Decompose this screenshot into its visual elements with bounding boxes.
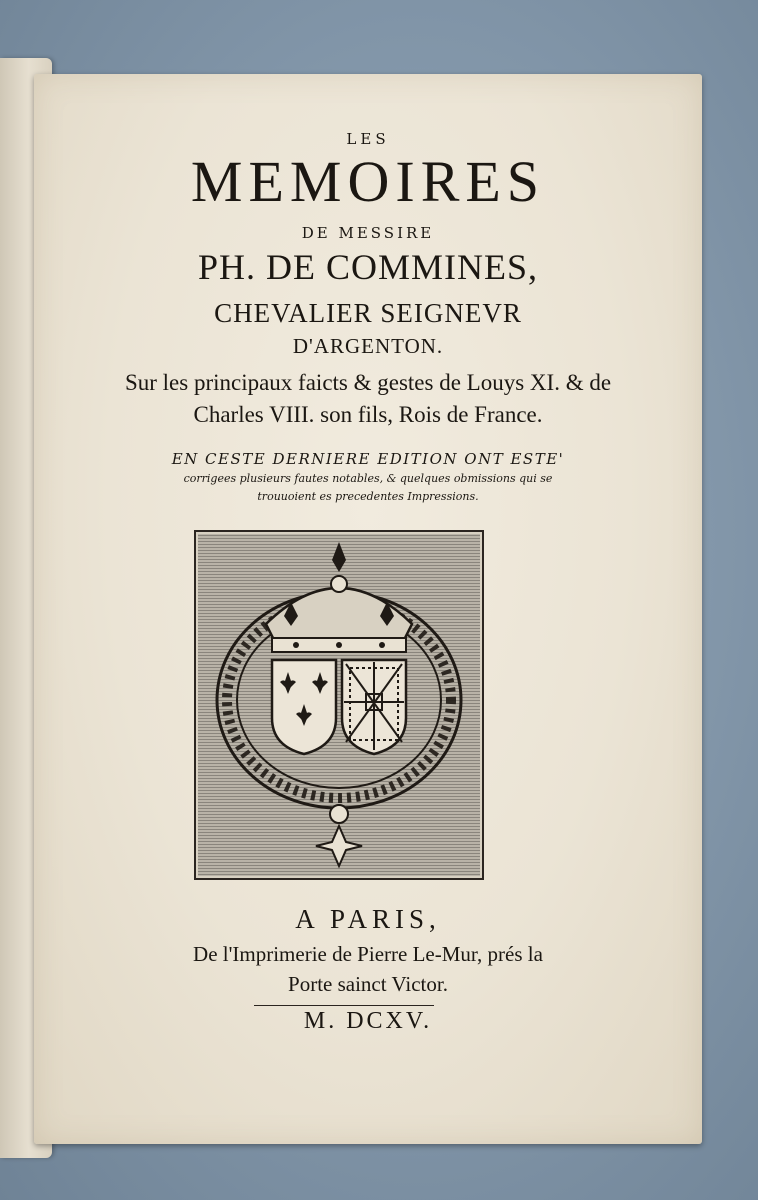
edition-note-line-1: EN CESTE DERNIERE EDITION ONT ESTE' (171, 450, 565, 468)
subtitle-line-1: Sur les principaux faicts & gestes de Louys XI. & de (124, 370, 612, 395)
coat-of-arms-illustration (196, 532, 482, 878)
author-title: CHEVALIER SEIGNEVR (214, 298, 522, 328)
title-memoires: MEMOIRES (190, 149, 546, 214)
edition-note-line-2: corrigees plusieurs fautes notables, & quelques obmissions qui se (183, 472, 553, 485)
title-de-messire: DE MESSIRE (301, 224, 435, 242)
subtitle-line-2: Charles VIII. son fils, Rois de France. (193, 402, 543, 427)
imprint-year: M. DCXV. (303, 1008, 433, 1034)
title-page (34, 74, 702, 1144)
author-seigneury: D'ARGENTON. (292, 334, 444, 358)
coat-of-arms-engraving (194, 530, 484, 880)
author-name: PH. DE COMMINES, (197, 247, 539, 287)
title-les: LES (346, 130, 390, 148)
imprint-rule (254, 1005, 434, 1006)
imprint-printer-line-2: Porte sainct Victor. (288, 972, 448, 996)
imprint-city: A PARIS, (295, 904, 441, 934)
edition-note-line-3: trouuoient es precedentes Impressions. (257, 490, 479, 503)
imprint-printer-line-1: De l'Imprimerie de Pierre Le-Mur, prés la (193, 942, 543, 966)
